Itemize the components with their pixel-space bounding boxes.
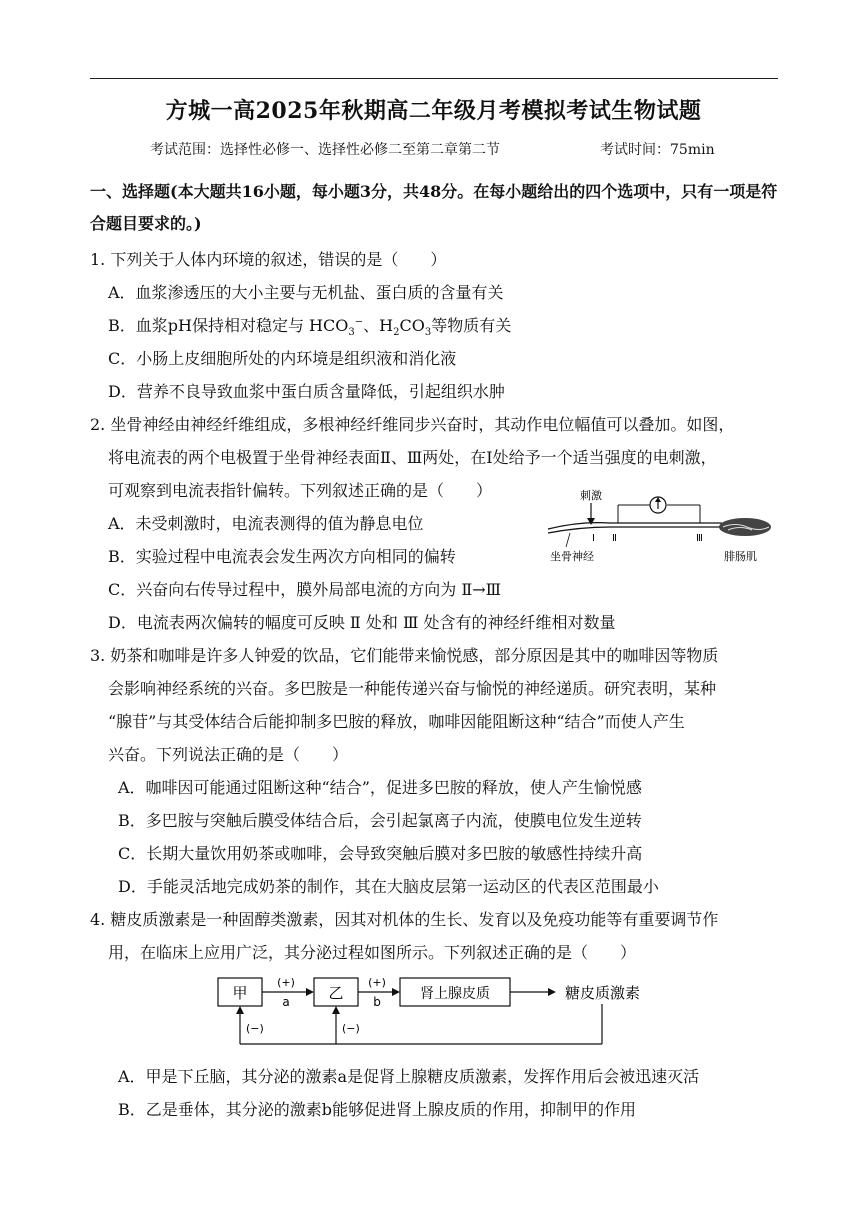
q2-option-c: C．兴奋向右传导过程中，膜外局部电流的方向为 Ⅱ→Ⅲ xyxy=(108,580,502,599)
hormone-flow-diagram xyxy=(210,970,680,1050)
q1-option-a: A．血浆渗透压的大小主要与无机盐、蛋白质的含量有关 xyxy=(108,283,504,302)
q1-option-d: D．营养不良导致血浆中蛋白质含量降低，引起组织水肿 xyxy=(108,382,505,401)
arrow-b-label: b xyxy=(373,995,381,1009)
q3-stem-4: 兴奋。下列说法正确的是（ ） xyxy=(108,745,349,764)
muscle-shape xyxy=(719,518,771,536)
feedback-minus-yi: (−) xyxy=(342,1022,360,1035)
q3-stem-3: “腺苷”与其受体结合后能抑制多巴胺的释放，咖啡因能阻断这种“结合”而使人产生 xyxy=(108,712,685,731)
q3-stem-1: 3. 奶茶和咖啡是许多人钟爱的饮品，它们能带来愉悦感，部分原因是其中的咖啡因等物质 xyxy=(90,646,719,665)
section-heading: 一、选择题(本大题共16小题，每小题3分，共48分。在每小题给出的四个选项中，只有一项是符合题目要求的。) xyxy=(90,182,778,233)
q3-option-d: D．手能灵活地完成奶茶的制作，其在大脑皮层第一运动区的代表区范围最小 xyxy=(118,877,659,896)
q2-stem-1: 2. 坐骨神经由神经纤维组成，多根神经纤维同步兴奋时，其动作电位幅值可以叠加。如图， xyxy=(90,415,735,434)
label-iii: Ⅲ xyxy=(696,533,703,544)
nerve-diagram xyxy=(540,485,780,565)
exam-scope: 考试范围：选择性必修一、选择性必修二至第二章第二节 xyxy=(150,142,500,158)
q2-stem-2: 将电流表的两个电极置于坐骨神经表面Ⅱ、Ⅲ两处，在Ⅰ处给予一个适当强度的电刺激， xyxy=(108,448,717,467)
q1-option-c: C．小肠上皮细胞所处的内环境是组织液和消化液 xyxy=(108,349,457,368)
exam-time: 考试时间：75min xyxy=(600,142,715,158)
box-yi-label: 乙 xyxy=(328,984,344,1002)
label-ii: Ⅱ xyxy=(612,533,617,544)
feedback-minus-jia: (−) xyxy=(246,1022,264,1035)
q2-option-d: D．电流表两次偏转的幅度可反映 Ⅱ 处和 Ⅲ 处含有的神经纤维相对数量 xyxy=(108,613,616,632)
exam-title: 方城一高2025年秋期高二年级月考模拟考试生物试题 xyxy=(165,98,702,124)
stimulus-label: 刺激 xyxy=(580,489,602,502)
q2-stem-3: 可观察到电流表指针偏转。下列叙述正确的是（ ） xyxy=(108,481,493,500)
arrow-b-plus: (+) xyxy=(368,976,386,989)
top-rule xyxy=(90,78,778,79)
arrow-a-plus: (+) xyxy=(277,976,295,989)
q3-option-b: B．多巴胺与突触后膜受体结合后，会引起氯离子内流，使膜电位发生逆转 xyxy=(118,811,642,830)
q3-stem-2: 会影响神经系统的兴奋。多巴胺是一种能传递兴奋与愉悦的神经递质。研究表明，某种 xyxy=(108,679,717,698)
q4-stem-2: 用，在临床上应用广泛，其分泌过程如图所示。下列叙述正确的是（ ） xyxy=(108,943,637,962)
q2-option-a: A．未受刺激时，电流表测得的值为静息电位 xyxy=(108,514,424,533)
q3-option-a: A．咖啡因可能通过阻断这种“结合”，促进多巴胺的释放，使人产生愉悦感 xyxy=(118,778,642,797)
hormone-label: 糖皮质激素 xyxy=(565,984,641,1002)
muscle-label: 腓肠肌 xyxy=(724,550,757,563)
nerve-label: 坐骨神经 xyxy=(550,550,594,563)
q2-option-b: B．实验过程中电流表会发生两次方向相同的偏转 xyxy=(108,547,456,566)
box-adrenal-label: 肾上腺皮质 xyxy=(420,986,490,1002)
q1-option-b: B．血浆pH保持相对稳定与 $HCO_3^-$、$H_2CO_3$等物质有关 xyxy=(108,316,512,339)
q4-option-a: A．甲是下丘脑，其分泌的激素a是促肾上腺糖皮质激素，发挥作用后会被迅速灭活 xyxy=(118,1067,700,1086)
arrow-a-label: a xyxy=(282,995,290,1009)
q4-option-b: B．乙是垂体，其分泌的激素b能够促进肾上腺皮质的作用，抑制甲的作用 xyxy=(118,1100,637,1119)
box-jia-label: 甲 xyxy=(232,984,248,1002)
q1-stem: 1. 下列关于人体内环境的叙述，错误的是（ ） xyxy=(90,250,447,269)
q4-stem-1: 4. 糖皮质激素是一种固醇类激素，因其对机体的生长、发育以及免疫功能等有重要调节作 xyxy=(90,910,719,929)
q3-option-c: C．长期大量饮用奶茶或咖啡，会导致突触后膜对多巴胺的敏感性持续升高 xyxy=(118,844,643,863)
label-i: Ⅰ xyxy=(592,533,595,544)
